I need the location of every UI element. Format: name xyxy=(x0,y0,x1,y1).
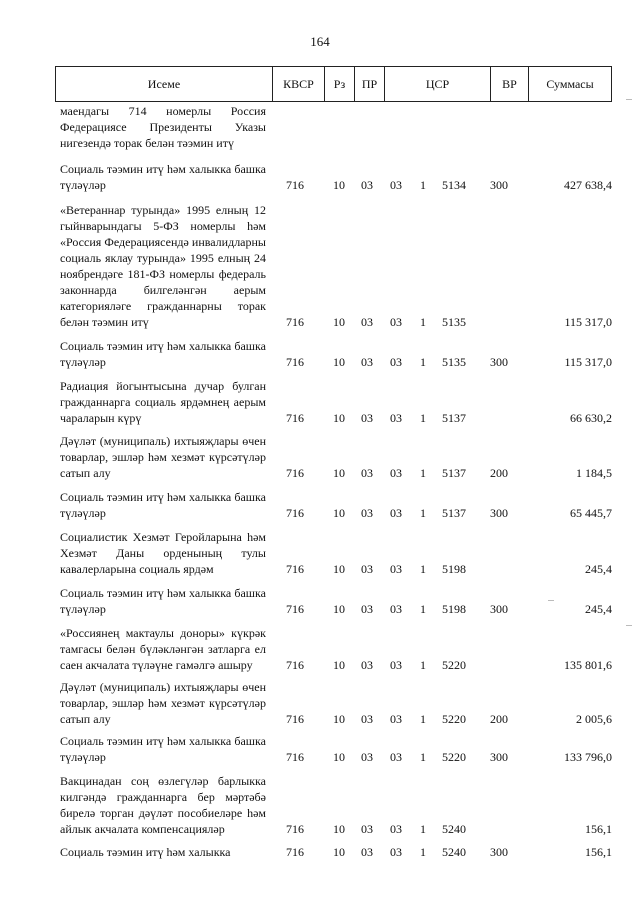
header-vr: ВР xyxy=(491,67,529,101)
margin-mark xyxy=(548,600,554,601)
row-name: Радиация йогынтысына дучар булган гражданнарга социаль ярдәмнең аерым чараларын күрү xyxy=(60,379,266,425)
cell-sum: 115 317,0 xyxy=(564,315,612,329)
cell-code: 5137 xyxy=(442,506,466,520)
cell-vr: 300 xyxy=(490,506,508,520)
cell-vr: 200 xyxy=(490,712,508,726)
cell-kvsr: 716 xyxy=(286,845,304,859)
cell-pr2: 03 xyxy=(390,750,402,764)
cell-g: 1 xyxy=(420,506,426,520)
cell-sum: 65 445,7 xyxy=(570,506,612,520)
cell-rz: 10 xyxy=(333,602,345,616)
cell-rz: 10 xyxy=(333,562,345,576)
cell-pr: 03 xyxy=(361,355,373,369)
cell-code: 5220 xyxy=(442,750,466,764)
table-row xyxy=(60,625,615,673)
page-number: 164 xyxy=(310,34,330,49)
cell-kvsr: 716 xyxy=(286,658,304,672)
row-name: Социалистик Хезмәт Геройларына һәм Хезмәт Даны орденының тулы кавалерларына социаль ярдәм xyxy=(60,530,266,576)
cell-g: 1 xyxy=(420,562,426,576)
table-row xyxy=(60,489,615,521)
cell-g: 1 xyxy=(420,845,426,859)
row-name: Социаль тәэмин итү һәм халыкка xyxy=(60,845,231,859)
cell-code: 5134 xyxy=(442,178,466,192)
cell-pr: 03 xyxy=(361,178,373,192)
cell-g: 1 xyxy=(420,602,426,616)
table-row xyxy=(60,679,615,727)
row-name: Социаль тәэмин итү һәм халыкка башка түләүләр xyxy=(60,162,266,192)
cell-code: 5198 xyxy=(442,602,466,616)
cell-g: 1 xyxy=(420,658,426,672)
cell-g: 1 xyxy=(420,712,426,726)
cell-rz: 10 xyxy=(333,506,345,520)
cell-code: 5240 xyxy=(442,845,466,859)
cell-rz: 10 xyxy=(333,658,345,672)
cell-kvsr: 716 xyxy=(286,315,304,329)
cell-rz: 10 xyxy=(333,315,345,329)
cell-code: 5220 xyxy=(442,658,466,672)
cell-pr: 03 xyxy=(361,506,373,520)
cell-pr2: 03 xyxy=(390,506,402,520)
cell-kvsr: 716 xyxy=(286,750,304,764)
cell-pr: 03 xyxy=(361,658,373,672)
cell-vr: 300 xyxy=(490,178,508,192)
cell-pr2: 03 xyxy=(390,355,402,369)
table-row xyxy=(60,733,615,765)
cell-code: 5198 xyxy=(442,562,466,576)
cell-pr: 03 xyxy=(361,822,373,836)
cell-sum: 133 796,0 xyxy=(564,750,612,764)
header-rz: Рз xyxy=(325,67,355,101)
table-row xyxy=(60,844,615,860)
cell-g: 1 xyxy=(420,411,426,425)
cell-code: 5135 xyxy=(442,355,466,369)
cell-sum: 427 638,4 xyxy=(564,178,612,192)
cell-rz: 10 xyxy=(333,845,345,859)
cell-rz: 10 xyxy=(333,822,345,836)
table-row xyxy=(60,585,615,617)
table-row xyxy=(60,338,615,370)
row-name: Дәүләт (муниципаль) ихтыяҗлары өчен товарлар, эшләр һәм хезмәт күрсәтүләр сатып алу xyxy=(60,434,266,480)
cell-vr: 300 xyxy=(490,750,508,764)
cell-pr2: 03 xyxy=(390,658,402,672)
cell-pr2: 03 xyxy=(390,411,402,425)
cell-pr: 03 xyxy=(361,315,373,329)
cell-sum: 135 801,6 xyxy=(564,658,612,672)
table-row xyxy=(60,773,615,837)
cell-sum: 156,1 xyxy=(585,845,612,859)
cell-pr: 03 xyxy=(361,712,373,726)
cell-pr: 03 xyxy=(361,845,373,859)
cell-pr: 03 xyxy=(361,466,373,480)
cell-sum: 115 317,0 xyxy=(564,355,612,369)
row-name: Социаль тәэмин итү һәм халыкка башка түләүләр xyxy=(60,490,266,520)
table-row xyxy=(60,161,615,193)
cell-code: 5137 xyxy=(442,411,466,425)
cell-kvsr: 716 xyxy=(286,562,304,576)
cell-kvsr: 716 xyxy=(286,822,304,836)
cell-vr: 300 xyxy=(490,355,508,369)
cell-sum: 245,4 xyxy=(585,602,612,616)
cell-code: 5220 xyxy=(442,712,466,726)
cell-pr2: 03 xyxy=(390,315,402,329)
cell-code: 5137 xyxy=(442,466,466,480)
cell-pr2: 03 xyxy=(390,712,402,726)
cell-sum: 156,1 xyxy=(585,822,612,836)
row-name: Вакцинадан соң өзлегүләр барлыкка килгәндә гражданнарга бер мәртәбә бирелә торган дәүләт пособиеләре һәм айлык акчалата компенсацияләр xyxy=(60,774,266,836)
cell-sum: 1 184,5 xyxy=(576,466,612,480)
cell-rz: 10 xyxy=(333,411,345,425)
cell-pr2: 03 xyxy=(390,845,402,859)
cell-pr2: 03 xyxy=(390,562,402,576)
cell-kvsr: 716 xyxy=(286,466,304,480)
cell-kvsr: 716 xyxy=(286,411,304,425)
cell-vr: 200 xyxy=(490,466,508,480)
row-name: маендагы 714 номерлы Россия Федерациясе Президенты Указы нигезендә торак белән тәэмин итү xyxy=(60,104,266,150)
row-name: Социаль тәэмин итү һәм халыкка башка түләүләр xyxy=(60,339,266,369)
header-kvsr: КВСР xyxy=(273,67,325,101)
margin-mark xyxy=(626,625,632,626)
cell-g: 1 xyxy=(420,178,426,192)
header-sum: Суммасы xyxy=(546,76,594,91)
cell-pr2: 03 xyxy=(390,602,402,616)
cell-code: 5135 xyxy=(442,315,466,329)
cell-rz: 10 xyxy=(333,750,345,764)
row-name: «Ветераннар турында» 1995 елның 12 гыйнварындагы 5-ФЗ номерлы һәм «Россия Федерациясендә инвалидларны социаль яклау турында» 1995 елның 24 ноябрендәге 181-ФЗ номерлы федераль законнарда билгеләнгән аерым категорияләге гражданнарны торак белән тәэмин итү xyxy=(60,203,266,329)
cell-kvsr: 716 xyxy=(286,178,304,192)
header-pr: ПР xyxy=(355,67,385,101)
cell-sum: 66 630,2 xyxy=(570,411,612,425)
table-row xyxy=(60,202,615,330)
header-name: Исеме xyxy=(56,67,273,101)
cell-pr: 03 xyxy=(361,562,373,576)
cell-g: 1 xyxy=(420,315,426,329)
cell-code: 5240 xyxy=(442,822,466,836)
row-name: Социаль тәэмин итү һәм халыкка башка түләүләр xyxy=(60,586,266,616)
cell-kvsr: 716 xyxy=(286,506,304,520)
table-header xyxy=(55,66,612,102)
cell-pr2: 03 xyxy=(390,822,402,836)
table-body xyxy=(60,103,615,860)
cell-kvsr: 716 xyxy=(286,712,304,726)
cell-pr: 03 xyxy=(361,602,373,616)
cell-g: 1 xyxy=(420,822,426,836)
header-csr: ЦСР xyxy=(385,67,491,101)
table-row xyxy=(60,103,615,151)
cell-kvsr: 716 xyxy=(286,355,304,369)
cell-g: 1 xyxy=(420,750,426,764)
cell-sum: 2 005,6 xyxy=(576,712,612,726)
cell-vr: 300 xyxy=(490,845,508,859)
cell-rz: 10 xyxy=(333,466,345,480)
cell-rz: 10 xyxy=(333,712,345,726)
cell-rz: 10 xyxy=(333,355,345,369)
margin-mark xyxy=(626,99,632,100)
table-row xyxy=(60,433,615,481)
cell-vr: 300 xyxy=(490,602,508,616)
cell-rz: 10 xyxy=(333,178,345,192)
cell-pr: 03 xyxy=(361,411,373,425)
row-name: Социаль тәэмин итү һәм халыкка башка түләүләр xyxy=(60,734,266,764)
cell-g: 1 xyxy=(420,466,426,480)
row-name: Дәүләт (муниципаль) ихтыяҗлары өчен товарлар, эшләр һәм хезмәт күрсәтүләр сатып алу xyxy=(60,680,266,726)
cell-pr2: 03 xyxy=(390,178,402,192)
cell-pr: 03 xyxy=(361,750,373,764)
table-row xyxy=(60,529,615,577)
cell-kvsr: 716 xyxy=(286,602,304,616)
row-name: «Россиянең мактаулы доноры» күкрәк тамгасы белән бүләкләнгән затларга ел саен акчалата түләүне гамәлгә ашыру xyxy=(60,626,266,672)
cell-sum: 245,4 xyxy=(585,562,612,576)
table-row xyxy=(60,378,615,426)
cell-g: 1 xyxy=(420,355,426,369)
cell-pr2: 03 xyxy=(390,466,402,480)
